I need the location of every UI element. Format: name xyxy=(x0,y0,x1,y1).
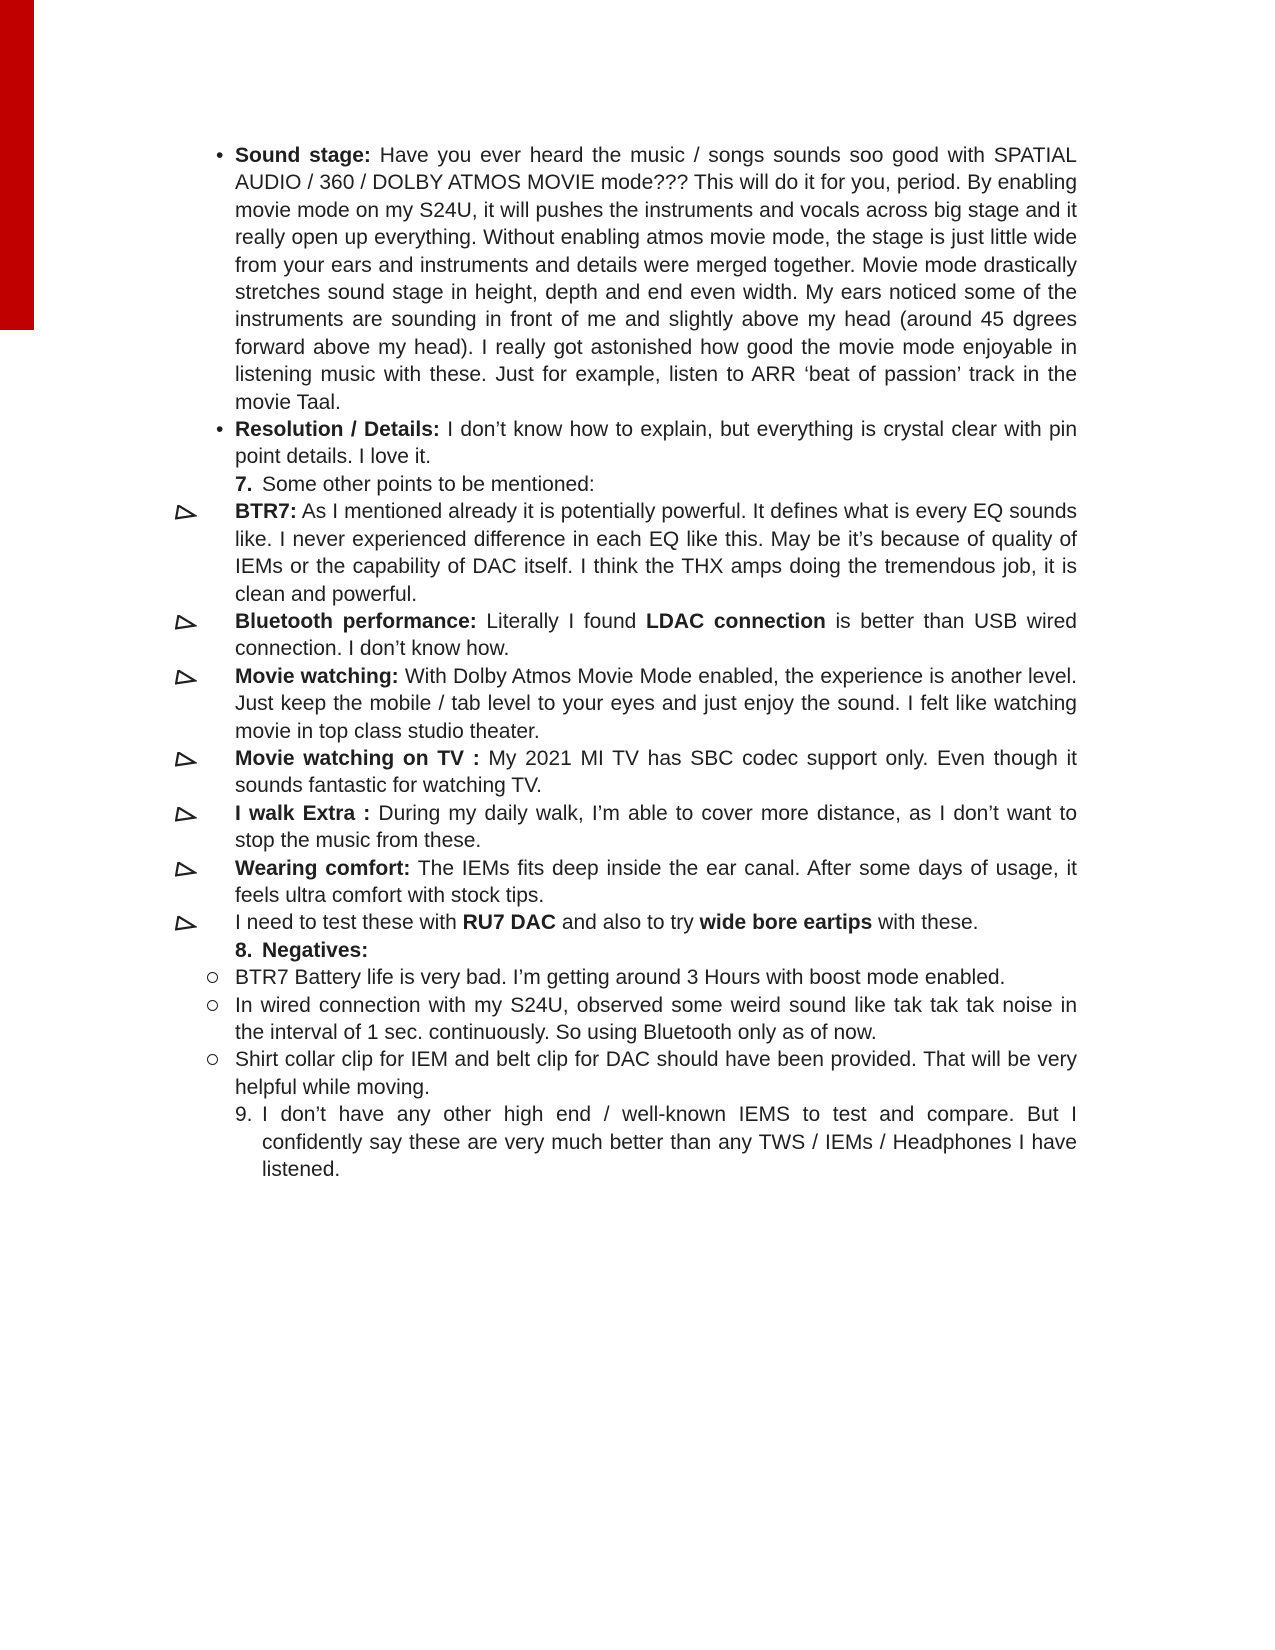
document-body xyxy=(216,142,1077,1183)
item-text: Literally I found xyxy=(476,609,646,633)
arrow-item-wearing-comfort xyxy=(235,855,1077,910)
numbered-item-7 xyxy=(235,471,1077,498)
term-label: Resolution / Details: xyxy=(235,418,440,442)
term-label: Movie watching on TV : xyxy=(235,746,480,770)
item-text: is better than USB wired connection. I don’t know how. xyxy=(235,609,1077,661)
item-text: BTR7 Battery life is very bad. I’m getting around 3 Hours with boost mode enabled. xyxy=(235,966,1006,990)
arrow-item-bluetooth xyxy=(235,608,1077,663)
item-text: Have you ever heard the music / songs sounds soo good with SPATIAL AUDIO / 360 / DOLBY ATMOS MOVIE mode??? This will do it for you, period. By enabling movie mode on my S24U, it will pushes the instruments and vocals across big stage and it really open up everything. Without enabling atmos movie mode, the stage is just little wide from your ears and instruments and details were merged together. Movie mode drastically stretches sound stage in height, depth and end even width. My ears noticed some of the instruments are sounding in front of me and slightly above my head (around 45 dgrees forward above my head). I really got astonished how good the movie mode enjoyable in listening music with these. Just for example, listen to ARR ‘beat of passion’ track in the movie Taal. xyxy=(235,144,1077,414)
arrow-bullet-icon xyxy=(175,503,197,521)
arrow-bullet-icon xyxy=(175,914,197,932)
emphasis-text: wide bore eartips xyxy=(699,911,873,935)
numbered-item-8 xyxy=(235,937,1077,964)
arrow-bullet-icon xyxy=(175,860,197,878)
item-text: I need to test these with xyxy=(235,911,463,935)
arrow-bullet-icon xyxy=(175,668,197,686)
arrow-item-testing-plans xyxy=(235,909,1077,936)
section-heading: Negatives: xyxy=(262,938,369,962)
circle-bullet-icon xyxy=(207,1000,218,1011)
arrow-item-movie-watching xyxy=(235,663,1077,745)
item-text: I don’t have any other high end / well-known IEMS to test and compare. But I confidently say these are very much better than any TWS / IEMs / Headphones I have listened. xyxy=(262,1103,1077,1182)
dot-bullet-icon: • xyxy=(216,144,224,167)
term-label: I walk Extra : xyxy=(235,801,371,825)
item-text: with these. xyxy=(872,911,979,935)
circle-item-battery xyxy=(235,964,1077,991)
item-number: 8. xyxy=(235,938,253,962)
arrow-item-movie-watching-tv xyxy=(235,745,1077,800)
emphasis-text: LDAC connection xyxy=(645,609,826,633)
arrow-bullet-icon xyxy=(175,750,197,768)
emphasis-text: RU7 DAC xyxy=(462,911,556,935)
margin-accent-bar xyxy=(0,0,34,330)
circle-item-clip xyxy=(235,1046,1077,1101)
item-text: My 2021 MI TV has SBC codec support only. Even though it sounds fantastic for watching TV. xyxy=(235,746,1077,798)
item-text: Shirt collar clip for IEM and belt clip for DAC should have been provided. That will be very helpful while moving. xyxy=(235,1048,1077,1099)
term-label: Movie watching: xyxy=(235,664,399,688)
bullet-item-resolution xyxy=(216,416,1077,471)
term-label: Bluetooth performance: xyxy=(235,609,477,633)
numbered-item-9 xyxy=(235,1101,1077,1183)
term-label: BTR7: xyxy=(235,500,297,524)
circle-bullet-icon xyxy=(207,972,218,983)
circle-bullet-icon xyxy=(207,1054,218,1065)
item-text: I don’t know how to explain, but everything is crystal clear with pin point details. I love it. xyxy=(235,418,1077,469)
item-text: As I mentioned already it is potentially powerful. It defines what is every EQ sounds like. I never experienced difference in each EQ like this. May be it’s because of quality of IEMs or the capability of DAC itself. I think the THX amps doing the tremendous job, it is clean and powerful. xyxy=(235,500,1077,606)
item-text: and also to try xyxy=(555,911,700,935)
item-text: During my daily walk, I’m able to cover more distance, as I don’t want to stop the music from these. xyxy=(235,801,1077,853)
item-text: In wired connection with my S24U, observed some weird sound like tak tak tak noise in the interval of 1 sec. continuously. So using Bluetooth only as of now. xyxy=(235,993,1077,1044)
arrow-bullet-icon xyxy=(175,613,197,631)
item-text: With Dolby Atmos Movie Mode enabled, the experience is another level. Just keep the mobile / tab level to your eyes and just enjoy the sound. I felt like watching movie in top class studio theater. xyxy=(235,664,1077,743)
item-number: 7. xyxy=(235,472,253,496)
dot-bullet-icon: • xyxy=(216,418,224,442)
item-text: The IEMs fits deep inside the ear canal. After some days of usage, it feels ultra comfort with stock tips. xyxy=(235,856,1077,907)
term-label: Wearing comfort: xyxy=(235,856,411,880)
bullet-item-sound-stage xyxy=(216,142,1077,416)
arrow-item-walk-extra xyxy=(235,800,1077,855)
arrow-item-btr7 xyxy=(235,498,1077,608)
arrow-bullet-icon xyxy=(175,805,197,823)
item-number: 9. xyxy=(235,1103,253,1127)
item-text: Some other points to be mentioned: xyxy=(262,472,595,496)
term-label: Sound stage: xyxy=(235,144,371,167)
circle-item-wired-noise xyxy=(235,992,1077,1047)
